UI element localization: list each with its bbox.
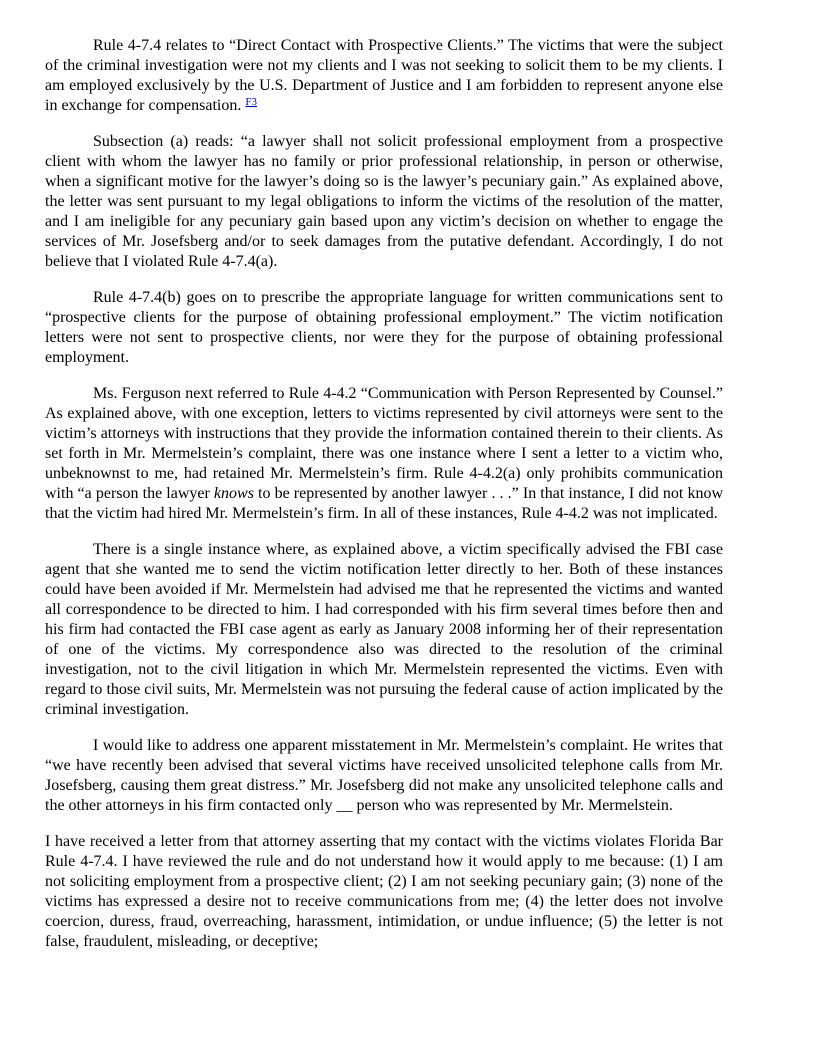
paragraph-text-before: Ms. Ferguson next referred to Rule 4-4.2 “Communication with Person Represented by Counsel.” As explained above, with one exception, letters to victims represented by civil attorneys were sent to the victim’s attorneys with instructions that they provide the information contained therein to their clients. As set forth in Mr. Mermelstein’s complaint, there was one instance where I sent a letter to a victim who, unbeknownst to me, had retained Mr. Mermelstein’s firm. Rule 4-4.2(a) only prohibits communication with “a person the lawyer: [45, 385, 723, 502]
emphasized-word: knows: [213, 485, 254, 502]
paragraph-rule-4-7-4: [45, 36, 723, 116]
paragraph-misstatement: I would like to address one apparent misstatement in Mr. Mermelstein’s complaint. He writes that “we have recently been advised that several victims have received unsolicited telephone calls from Mr. Josefsberg, causing them great distress.” Mr. Josefsberg did not make any unsolicited telephone calls and the other attorneys in his firm contacted only __ person who was represented by Mr. Mermelstein.: [45, 737, 723, 814]
paragraph-subsection-a: Subsection (a) reads: “a lawyer shall not solicit professional employment from a prospective client with whom the lawyer has no family or prior professional relationship, in person or otherwise, when a significant motive for the lawyer’s doing so is the lawyer’s pecuniary gain.” As explained above, the letter was sent pursuant to my legal obligations to inform the victims of the resolution of the matter, and I am ineligible for any pecuniary gain based upon any victim’s decision on whether to engage the services of Mr. Josefsberg and/or to seek damages from the putative defendant. Accordingly, I do not believe that I violated Rule 4-7.4(a).: [45, 133, 723, 270]
paragraph-rule-4-4-2: [45, 384, 723, 524]
paragraph-rule-4-7-4-b: Rule 4-7.4(b) goes on to prescribe the appropriate language for written communications sent to “prospective clients for the purpose of obtaining professional employment.” The victim notification letters were not sent to prospective clients, nor were they for the purpose of obtaining professional employment.: [45, 289, 723, 366]
paragraph-text: Rule 4-7.4 relates to “Direct Contact with Prospective Clients.” The victims that were the subject of the criminal investigation were not my clients and I was not seeking to solicit them to be my clients. I am employed exclusively by the U.S. Department of Justice and I am forbidden to represent anyone else in exchange for compensation.: [45, 37, 723, 114]
paragraph-received-letter: I have received a letter from that attorney asserting that my contact with the victims violates Florida Bar Rule 4-7.4. I have reviewed the rule and do not understand how it would apply to me because: (1) I am not soliciting employment from a prospective client; (2) I am not seeking pecuniary gain; (3) none of the victims has expressed a desire not to receive communications from me; (4) the letter does not involve coercion, duress, fraud, overreaching, harassment, intimidation, or undue influence; (5) the letter is not false, fraudulent, misleading, or deceptive;: [45, 833, 723, 950]
footnote-link-f3[interactable]: F3: [245, 96, 257, 108]
paragraph-text-after: to be represented by another lawyer . . .” In that instance, I did not know that the victim had hired Mr. Mermelstein’s firm. In all of these instances, Rule 4-4.2 was not implicated.: [45, 485, 724, 522]
paragraph-single-instance: There is a single instance where, as explained above, a victim specifically advised the FBI case agent that she wanted me to send the victim notification letter directly to her. Both of these instances could have been avoided if Mr. Mermelstein had advised me that he represented the victims and wanted all correspondence to be directed to him. I had corresponded with his firm several times before then and his firm had contacted the FBI case agent as early as January 2008 informing her of their representation of one of the victims. My correspondence also was directed to the resolution of the criminal investigation, not to the civil litigation in which Mr. Mermelstein represented the victims. Even with regard to those civil suits, Mr. Mermelstein was not pursuing the federal cause of action implicated by the criminal investigation.: [45, 541, 723, 718]
document-page: [45, 36, 723, 952]
